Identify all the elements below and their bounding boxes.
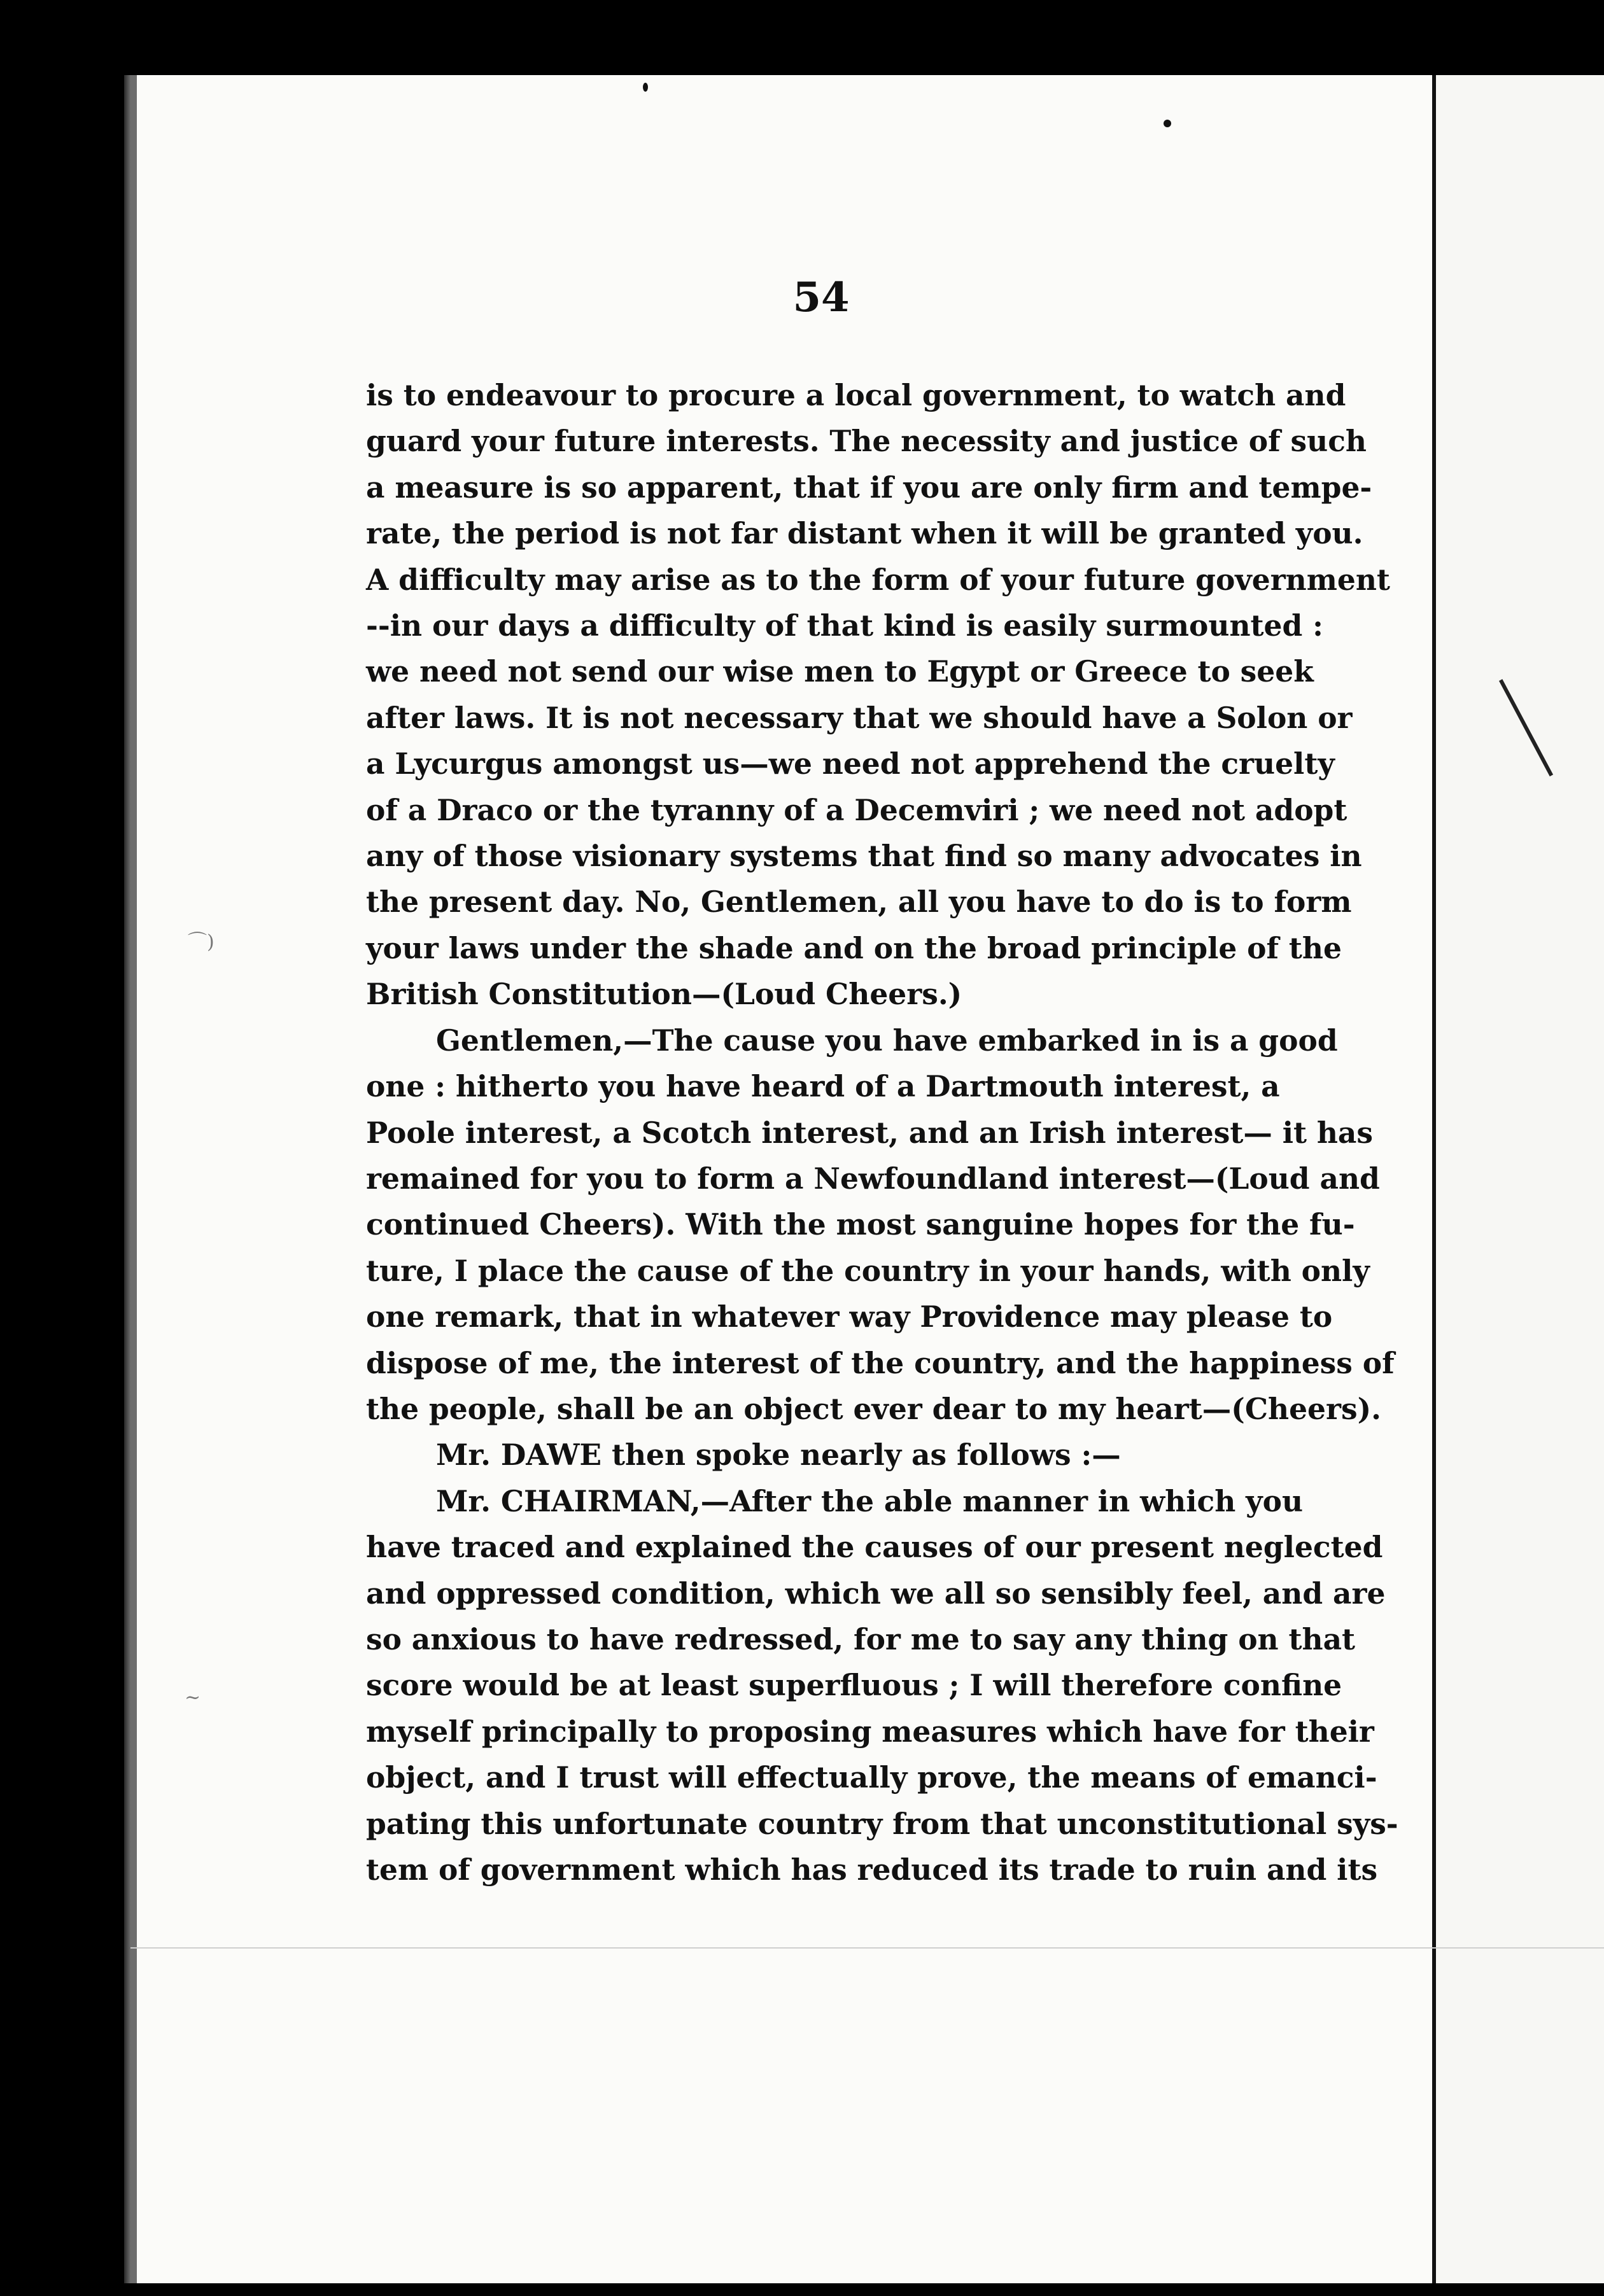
text-line: continued Cheers). With the most sanguine hopes for the fu-	[366, 1207, 1355, 1242]
text-line: Mr. CHAIRMAN,—After the able manner in which you	[436, 1483, 1304, 1518]
page-number: 54	[792, 274, 850, 321]
text-line: score would be at least superfluous ; I will therefore confine	[366, 1668, 1342, 1703]
text-line: any of those visionary systems that find so many advocates in	[366, 839, 1362, 874]
margin-scribble: ⌒)	[188, 931, 215, 953]
text-line: of a Draco or the tyranny of a Decemviri ; we need not adopt	[366, 792, 1347, 827]
text-line: Mr. DAWE then spoke nearly as follows :—	[436, 1438, 1121, 1473]
body-text	[366, 372, 1398, 1893]
text-line: Poole interest, a Scotch interest, and an Irish interest— it has	[366, 1115, 1374, 1150]
text-line: the present day. No, Gentlemen, all you have to do is to form	[366, 885, 1352, 920]
text-line: A difficulty may arise as to the form of your future government	[366, 562, 1390, 597]
text-line: have traced and explained the causes of our present neglected	[366, 1530, 1383, 1565]
text-line: a Lycurgus amongst us—we need not apprehend the cruelty	[366, 746, 1335, 781]
text-line: your laws under the shade and on the broad principle of the	[366, 930, 1342, 965]
text-line: one : hitherto you have heard of a Dartmouth interest, a	[366, 1069, 1280, 1104]
text-line: guard your future interests. The necessity and justice of such	[366, 424, 1367, 459]
text-line: so anxious to have redressed, for me to say any thing on that	[366, 1621, 1356, 1656]
text-line: British Constitution—(Loud Cheers.)	[366, 977, 962, 1012]
text-line: myself principally to proposing measures which have for their	[366, 1714, 1374, 1749]
ink-speck	[643, 83, 648, 92]
text-line: we need not send our wise men to Egypt or Greece to seek	[366, 654, 1314, 689]
ink-speck	[1164, 120, 1171, 127]
text-line: a measure is so apparent, that if you are only firm and tempe-	[366, 470, 1372, 505]
text-line: is to endeavour to procure a local government, to watch and	[366, 378, 1346, 412]
text-line: one remark, that in whatever way Providence may please to	[366, 1299, 1333, 1334]
text-line: --in our days a difficulty of that kind is easily surmounted :	[366, 608, 1323, 643]
text-line: tem of government which has reduced its trade to ruin and its	[366, 1852, 1378, 1887]
text-line: remained for you to form a Newfoundland interest—(Loud and	[366, 1161, 1380, 1196]
text-line: the people, shall be an object ever dear to my heart—(Cheers).	[366, 1391, 1381, 1426]
text-line: after laws. It is not necessary that we should have a Solon or	[366, 700, 1353, 735]
text-line: and oppressed condition, which we all so sensibly feel, and are	[366, 1576, 1386, 1611]
text-line: pating this unfortunate country from that unconstitutional sys-	[366, 1806, 1398, 1841]
page-fold-line	[130, 1947, 1604, 1949]
text-line: rate, the period is not far distant when it will be granted you.	[366, 516, 1363, 551]
text-line: dispose of me, the interest of the country, and the happiness of	[366, 1345, 1395, 1380]
text-line: Gentlemen,—The cause you have embarked in is a good	[436, 1023, 1338, 1058]
text-line: object, and I trust will effectually prove, the means of emanci-	[366, 1760, 1377, 1795]
adjacent-page-edge	[1432, 75, 1604, 2283]
text-line: ture, I place the cause of the country in your hands, with only	[366, 1253, 1370, 1288]
margin-scribble: ~	[185, 1686, 201, 1709]
